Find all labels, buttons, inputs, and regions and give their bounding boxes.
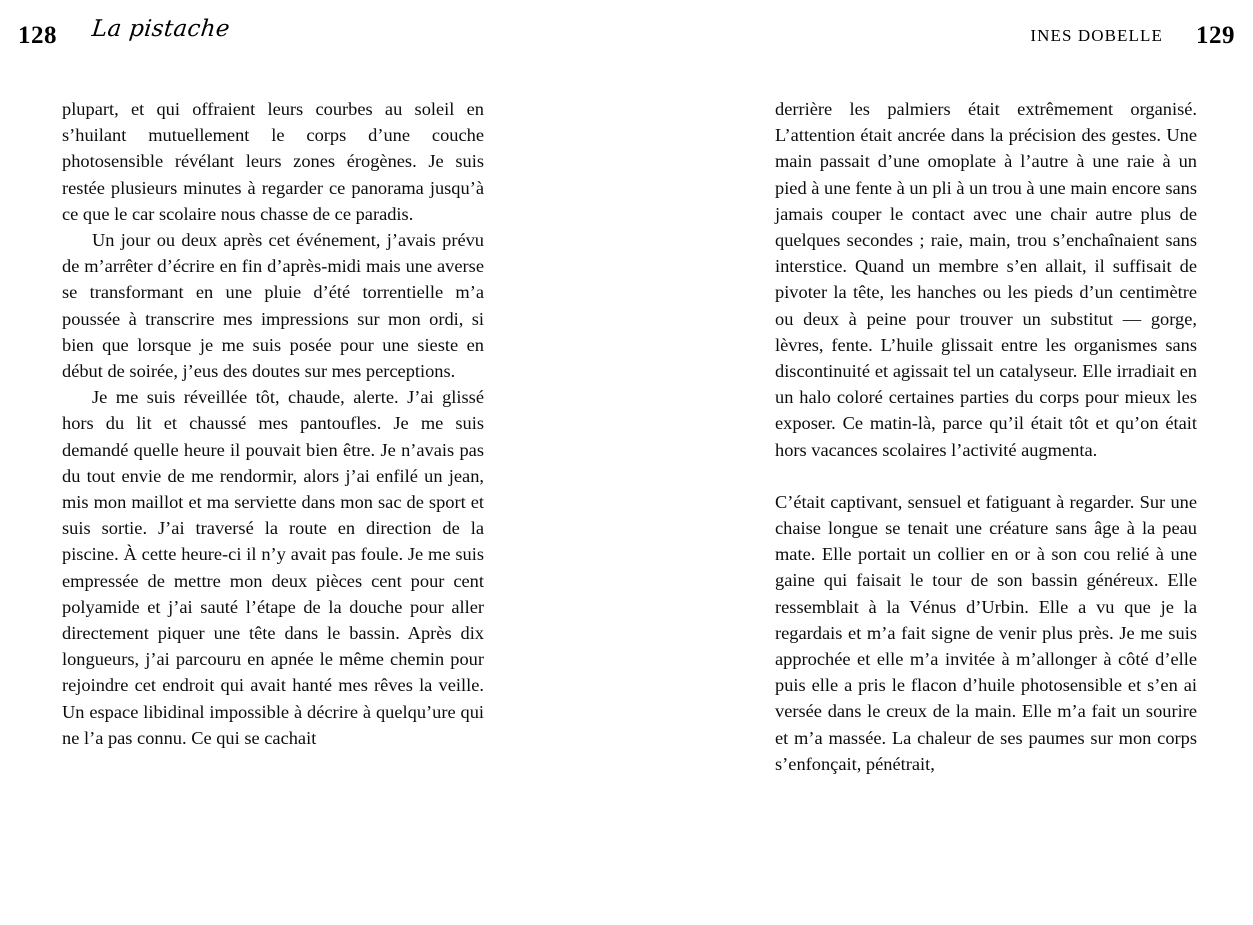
paragraph: plupart, et qui offraient leurs courbes au soleil en s’huilant mutuellement le corps d’une couche photosensible révélant leurs zones érogènes. Je suis restée plusieurs minutes à regarder ce panorama jusqu’à ce que le car scolaire nous chasse de ce paradis. (62, 99, 484, 224)
paragraph: Un jour ou deux après cet événement, j’avais prévu de m’arrêter d’écrire en fin d’après-midi mais une averse se transformant en une pluie d’été torrentielle m’a poussée à transcrire mes impressions sur mon ordi, si bien que lorsque je me suis posée pour une sieste en début de soirée, j’eus des doutes sur mes perceptions. (62, 230, 484, 382)
running-head (0, 14, 1253, 60)
author-name: INES DOBELLE (1030, 26, 1163, 45)
right-page-text-column (775, 96, 1197, 777)
page-number-right: 129 (1196, 22, 1235, 49)
book-title: La pistache (90, 16, 232, 42)
page-number-left: 128 (18, 22, 57, 49)
paragraph: C’était captivant, sensuel et fatiguant à regarder. Sur une chaise longue se tenait une créature sans âge à la peau mate. Elle portait un collier en or à son cou relié à une gaine qui faisait le tour de son bassin généreux. Elle ressemblait à la Vénus d’Urbin. Elle a vu que je la regardais et m’a fait signe de venir plus près. Je me suis approchée et elle m’a invitée à m’allonger à côté d’elle puis elle a pris le flacon d’huile photosensible et s’en ai versée dans le creux de la main. Elle m’a fait un sourire et m’a massée. La chaleur de ses paumes sur mon corps s’enfonçait, pénétrait, (775, 491, 1197, 774)
body-columns (0, 96, 1253, 896)
left-page-text-column (62, 96, 484, 751)
paragraph: Je me suis réveillée tôt, chaude, alerte. J’ai glissé hors du lit et chaussé mes pantoufles. Je me suis demandé quelle heure il pouvait bien être. Je n’avais pas du tout envie de me rendormir, alors j’ai enfilé un jean, mis mon maillot et ma serviette dans mon sac de sport et suis sortie. J’ai traversé la route en direction de la piscine. À cette heure-ci il n’y avait pas foule. Je me suis empressée de mettre mon deux pièces cent pour cent polyamide et j’ai sauté l’étape de la douche pour aller directement piquer une tête dans le bassin. Après dix longueurs, j’ai parcouru en apnée le même chemin pour rejoindre cet endroit qui avait hanté mes rêves la veille. Un espace libidinal impossible à décrire à quelqu’ure qui ne l’a pas connu. Ce qui se cachait (62, 387, 484, 748)
paragraph: derrière les palmiers était extrêmement organisé. L’attention était ancrée dans la précision des gestes. Une main passait d’une omoplate à l’autre à une raie à un pied à une fente à un pli à un trou à une main encore sans jamais couper le contact avec une chair autre plus de quelques secondes ; raie, main, trou s’enchaînaient sans interstice. Quand un membre s’en allait, il suffisait de pivoter la tête, les hanches ou les pieds d’un centimètre ou deux à peine pour trouver un substitut — gorge, lèvres, fente. L’huile glissait entre les organismes sans discontinuité et agissait tel un catalyseur. Elle irradiait en un halo coloré certaines parties du corps pour mieux les exposer. Ce matin-là, parce qu’il était tôt et qu’on était hors vacances scolaires l’activité augmenta. (775, 99, 1197, 460)
